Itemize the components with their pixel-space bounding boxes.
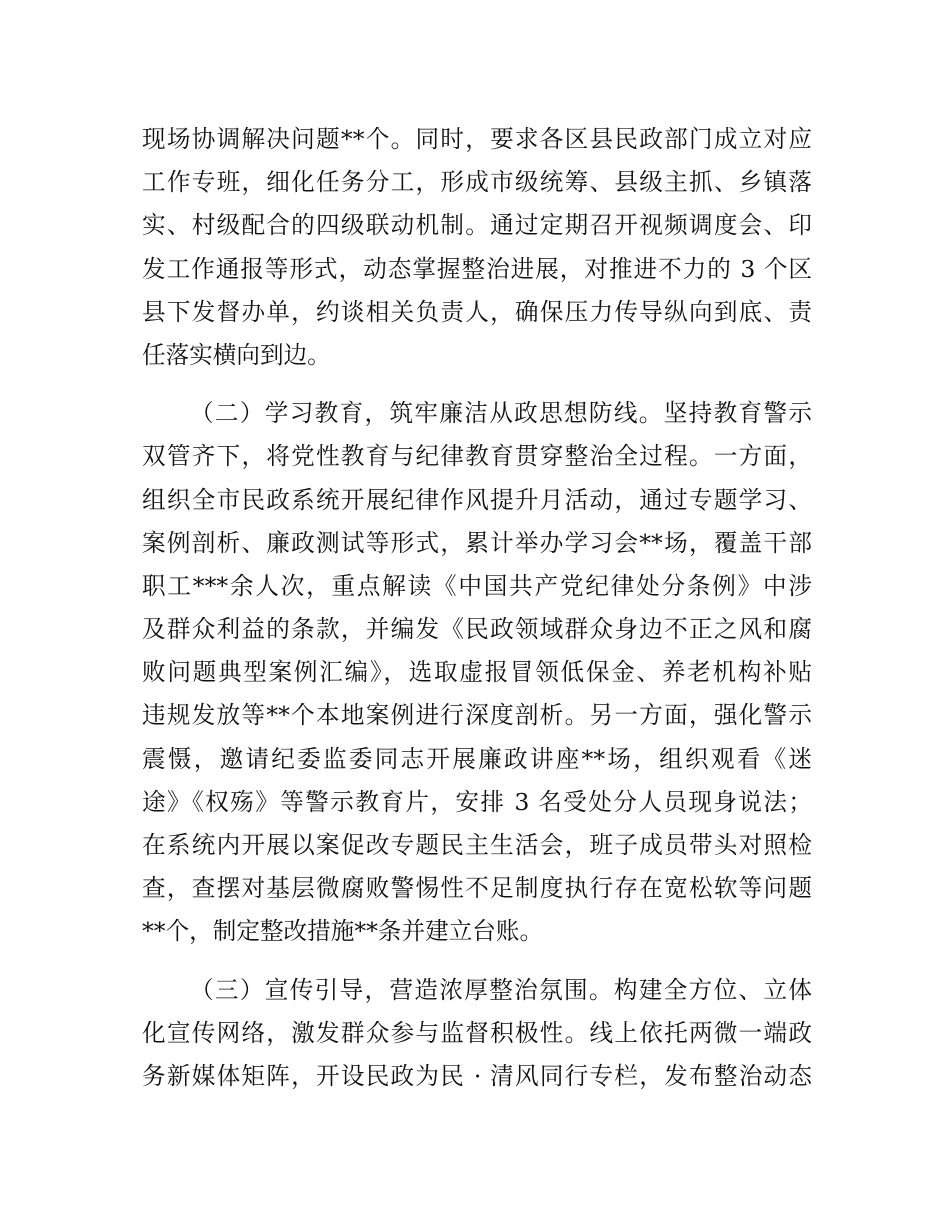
paragraph-line: 违规发放等**个本地案例进行深度剖析。另一方面，强化警示 bbox=[142, 701, 812, 730]
paragraph-line: 败问题典型案例汇编》，选取虚报冒领低保金、养老机构补贴 bbox=[142, 658, 812, 687]
paragraph-line: 途》《权殇》等警示教育片，安排 3 名受处分人员现身说法； bbox=[142, 787, 812, 816]
paragraph-line: 查，查摆对基层微腐败警惕性不足制度执行存在宽松软等问题 bbox=[142, 874, 812, 903]
document-body bbox=[142, 118, 812, 1098]
paragraph-line: 实、村级配合的四级联动机制。通过定期召开视频调度会、印 bbox=[142, 211, 812, 240]
paragraph-line: 组织全市民政系统开展纪律作风提升月活动，通过专题学习、 bbox=[142, 485, 812, 514]
paragraph-line: 任落实横向到边。 bbox=[142, 340, 331, 369]
paragraph-line: **个，制定整改措施**条并建立台账。 bbox=[142, 917, 544, 946]
paragraph-line: 现场协调解决问题**个。同时，要求各区县民政部门成立对应 bbox=[142, 125, 812, 153]
paragraph-3 bbox=[142, 969, 812, 1099]
paragraph-spacer bbox=[142, 954, 812, 969]
paragraph-line: 工作专班，细化任务分工，形成市级统筹、县级主抓、乡镇落 bbox=[142, 168, 812, 197]
paragraph-line: 案例剖析、廉政测试等形式，累计举办学习会**场，覆盖干部 bbox=[142, 528, 812, 557]
paragraph-line: 双管齐下，将党性教育与纪律教育贯穿整治全过程。一方面， bbox=[142, 442, 812, 471]
paragraph-heading-line: （三）宣传引导，营造浓厚整治氛围。构建全方位、立体 bbox=[190, 975, 812, 1004]
paragraph-line: 化宣传网络，激发群众参与监督积极性。线上依托两微一端政 bbox=[142, 1018, 812, 1047]
paragraph-line: 发工作通报等形式，动态掌握整治进展，对推进不力的 3 个区 bbox=[142, 254, 812, 283]
paragraph-line: 震慑，邀请纪委监委同志开展廉政讲座**场，组织观看《迷 bbox=[142, 744, 812, 773]
paragraph-line: 及群众利益的条款，并编发《民政领域群众身边不正之风和腐 bbox=[142, 615, 812, 644]
paragraph-2 bbox=[142, 392, 812, 953]
paragraph-heading-line: （二）学习教育，筑牢廉洁从政思想防线。坚持教育警示 bbox=[190, 399, 812, 428]
paragraph-line: 在系统内开展以案促改专题民主生活会，班子成员带头对照检 bbox=[142, 831, 812, 859]
paragraph-line: 县下发督办单，约谈相关负责人，确保压力传导纵向到底、责 bbox=[142, 297, 812, 326]
paragraph-line: 务新媒体矩阵，开设民政为民 · 清风同行专栏，发布整治动态 bbox=[142, 1061, 812, 1090]
paragraph-line: 职工***余人次，重点解读《中国共产党纪律处分条例》中涉 bbox=[142, 571, 812, 600]
paragraph-spacer bbox=[142, 377, 812, 392]
paragraph-1 bbox=[142, 118, 812, 377]
